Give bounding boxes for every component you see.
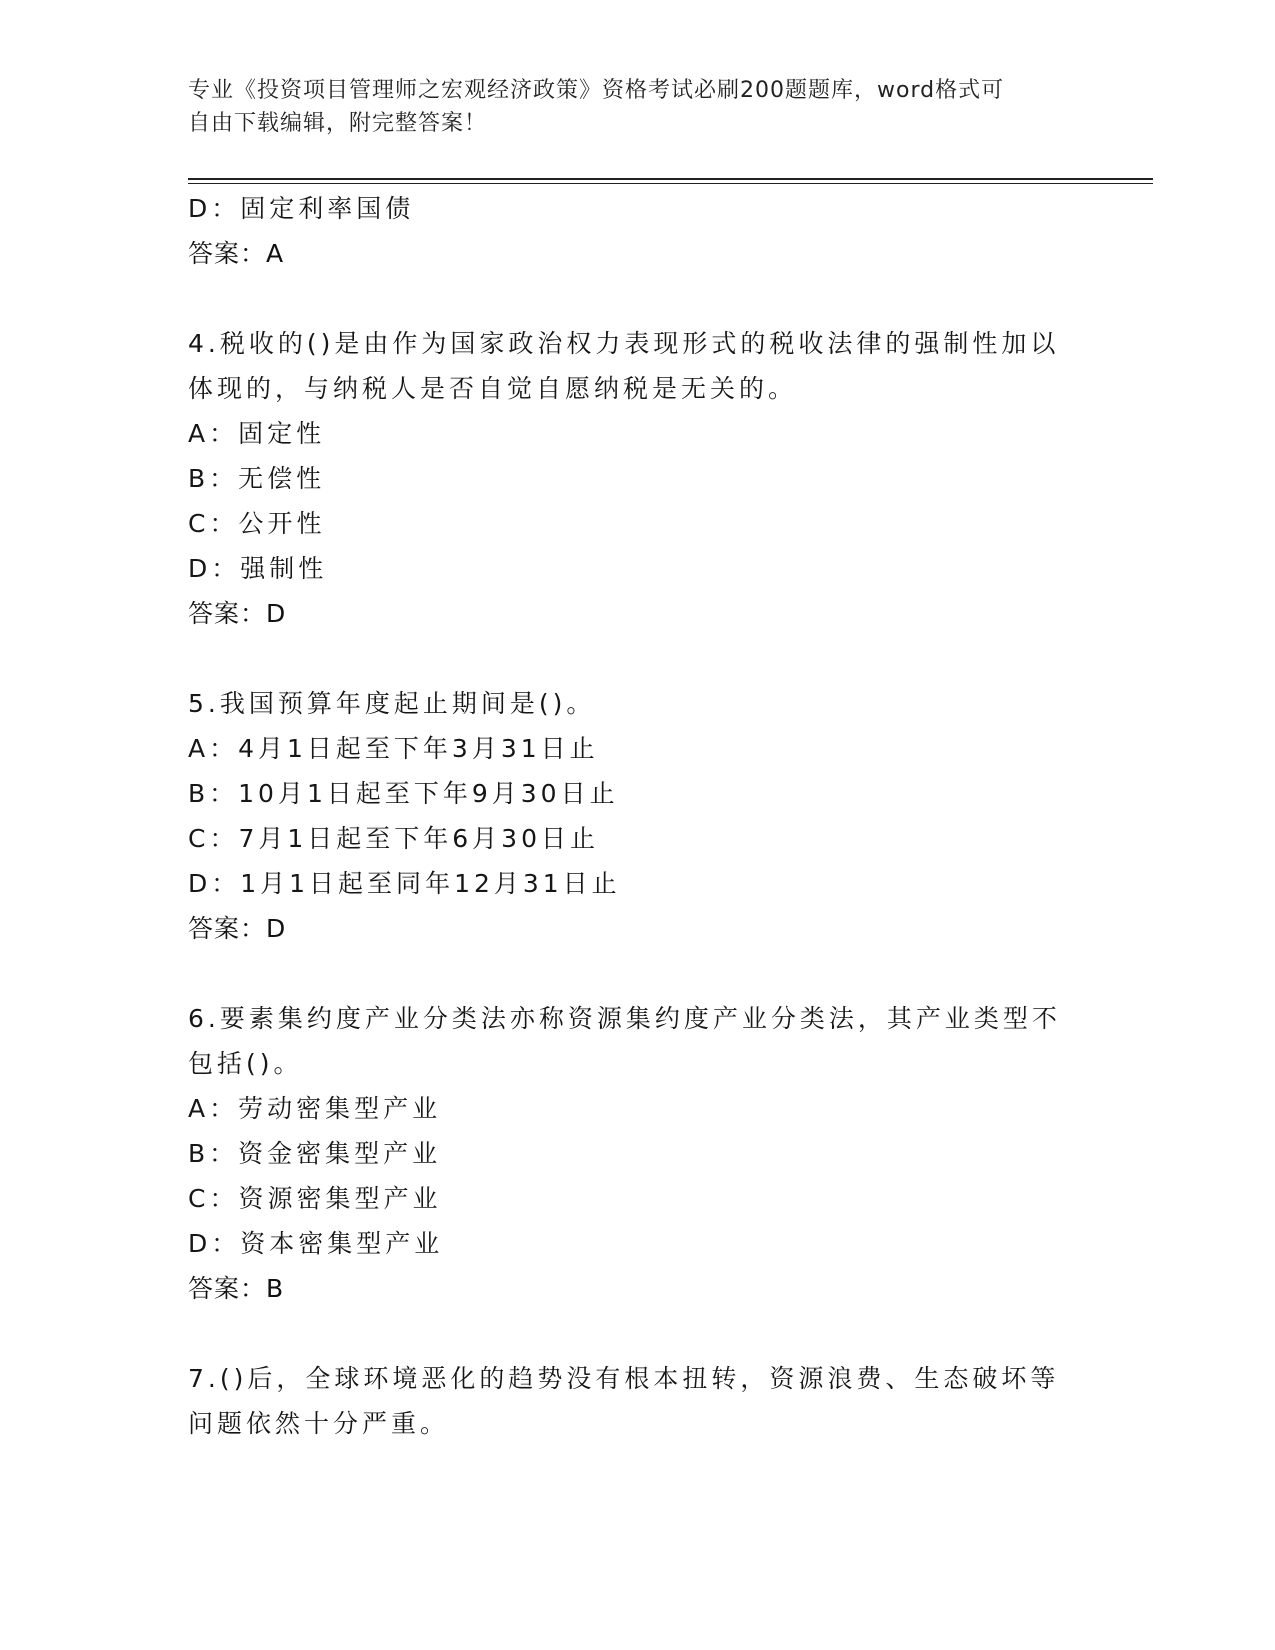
q6-answer: 答案：B [188,1274,285,1303]
q6-option-a: A：劳动密集型产业 [188,1094,442,1123]
q5-option-c: C：7月1日起至下年6月30日止 [188,824,599,853]
q6-option-d: D：资本密集型产业 [188,1229,444,1258]
q6-stem-line-1: 6.要素集约度产业分类法亦称资源集约度产业分类法，其产业类型不 [188,1004,1061,1033]
header-line-1: 专业《投资项目管理师之宏观经济政策》资格考试必刷200题题库，word格式可 [188,78,1005,103]
q4-option-a: A：固定性 [188,419,326,448]
header-rule-thick [188,178,1153,180]
q6-stem-line-2: 包括()。 [188,1049,303,1078]
q5-option-d: D：1月1日起至同年12月31日止 [188,869,621,898]
document-header [188,74,1068,140]
q7-stem-line-1: 7.()后，全球环境恶化的趋势没有根本扭转，资源浪费、生态破坏等 [188,1364,1060,1393]
q4-option-b: B：无偿性 [188,464,326,493]
q3-option-d: D：固定利率国债 [188,194,415,223]
q5-option-b: B：10月1日起至下年9月30日止 [188,779,619,808]
q6-option-b: B：资金密集型产业 [188,1139,442,1168]
q4-option-d: D：强制性 [188,554,328,583]
q7-stem-line-2: 问题依然十分严重。 [188,1409,450,1438]
q4-option-c: C：公开性 [188,509,326,538]
q5-option-a: A：4月1日起至下年3月31日止 [188,734,599,763]
q5-stem-line-1: 5.我国预算年度起止期间是()。 [188,689,596,718]
header-line-2: 自由下载编辑，附完整答案！ [188,111,488,136]
q4-stem-line-1: 4.税收的()是由作为国家政治权力表现形式的税收法律的强制性加以 [188,329,1060,358]
q4-answer: 答案：D [188,599,287,628]
header-rule-thin [188,183,1153,184]
q3-answer: 答案：A [188,239,285,268]
q4-stem-line-2: 体现的，与纳税人是否自觉自愿纳税是无关的。 [188,374,798,403]
q5-answer: 答案：D [188,914,287,943]
q6-option-c: C：资源密集型产业 [188,1184,442,1213]
